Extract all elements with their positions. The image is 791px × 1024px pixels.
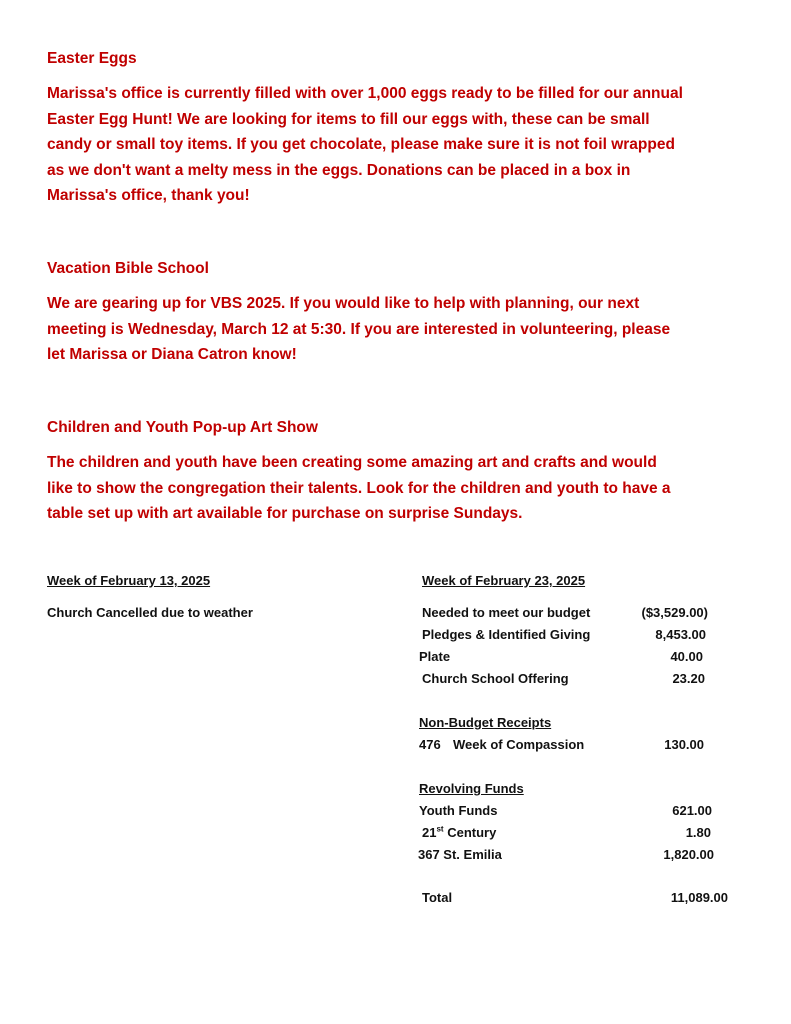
paragraph-line: like to show the congregation their talents. Look for the children and youth to have a	[47, 479, 671, 497]
emilia-value: 1,820.00	[663, 847, 714, 862]
church-school-label: Church School Offering	[422, 671, 569, 686]
total-label: Total	[422, 890, 453, 905]
easter-eggs-paragraph	[47, 81, 767, 209]
total-value: 11,089.00	[670, 890, 728, 905]
art-show-heading: Children and Youth Pop-up Art Show	[47, 419, 318, 436]
youth-funds-value: 621.00	[672, 803, 712, 818]
paragraph-line: Marissa's office is currently filled with over 1,000 eggs ready to be filled for our annual	[47, 85, 683, 102]
non-budget-code: 476	[419, 737, 441, 752]
century-suffix: st	[436, 824, 444, 834]
paragraph-line: Marissa's office, thank you!	[47, 187, 250, 204]
paragraph-line: meeting is Wednesday, March 12 at 5:30. If you are interested in volunteering, please	[47, 320, 671, 338]
week2-title: Week of February 23, 2025	[422, 573, 586, 588]
century-value: 1.80	[685, 825, 711, 840]
revolving-title: Revolving Funds	[419, 781, 524, 796]
plate-label: Plate	[419, 649, 451, 664]
paragraph-line: table set up with art available for purchase on surprise Sundays.	[47, 505, 523, 522]
paragraph-line: as we don't want a melty mess in the eggs. Donations can be placed in a box in	[47, 161, 631, 179]
paragraph-line: We are gearing up for VBS 2025. If you would like to help with planning, our next	[47, 295, 640, 312]
pledges-label: Pledges & Identified Giving	[422, 627, 591, 642]
budget-label: Needed to meet our budget	[422, 605, 591, 620]
vbs-paragraph	[47, 291, 767, 368]
emilia-label: 367 St. Emilia	[418, 847, 502, 862]
non-budget-value: 130.00	[664, 737, 704, 752]
century-word: Century	[447, 825, 497, 840]
pledges-value: 8,453.00	[655, 627, 706, 642]
century-number: 21	[422, 825, 437, 840]
century-label	[422, 825, 496, 841]
paragraph-line: The children and youth have been creating some amazing art and crafts and would	[47, 454, 657, 471]
vbs-heading: Vacation Bible School	[47, 260, 209, 277]
paragraph-line: let Marissa or Diana Catron know!	[47, 346, 297, 363]
non-budget-title: Non-Budget Receipts	[419, 715, 552, 730]
paragraph-line: Easter Egg Hunt! We are looking for items to fill our eggs with, these can be small	[47, 110, 650, 128]
church-school-value: 23.20	[672, 671, 705, 686]
easter-eggs-heading: Easter Eggs	[47, 50, 137, 67]
week1-note: Church Cancelled due to weather	[47, 605, 253, 620]
art-show-paragraph	[47, 450, 767, 527]
budget-value: ($3,529.00)	[641, 605, 708, 620]
youth-funds-label: Youth Funds	[419, 803, 498, 818]
week1-title: Week of February 13, 2025	[47, 573, 211, 588]
paragraph-line: candy or small toy items. If you get chocolate, please make sure it is not foil wrapped	[47, 136, 675, 153]
non-budget-label: Week of Compassion	[453, 737, 585, 752]
plate-value: 40.00	[670, 649, 703, 664]
